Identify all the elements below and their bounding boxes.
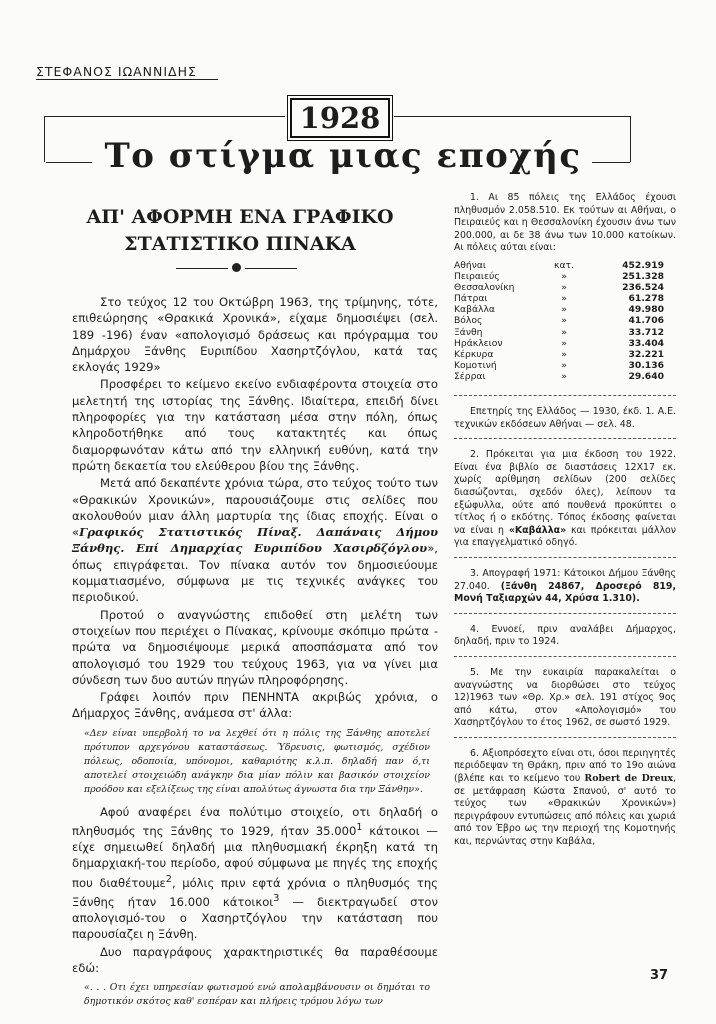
city-population: 41.706 xyxy=(628,315,664,327)
city-row xyxy=(454,338,664,349)
note-2-a: 2. Πρόκειται για μια έκδοση του 1922. Είναι ένα βιβλίο σε διαστάσεις 12Χ17 εκ. χωρίς αρίθμηση σελίδων (200 σελίδες διασώζονται, σχεδόν όλες), λείπουν τα εξώφυλλα, ούτε από πουθενά προκύπτει ο τίτλος ή ο εκδότης. Τόπος έκδοσης φαίνεται να είναι η xyxy=(454,449,676,536)
city-unit: » xyxy=(561,304,567,316)
footnote-ref-1: 1 xyxy=(356,822,363,834)
city-population: 32.221 xyxy=(628,348,664,360)
paragraph-2: Προσφέρει το κείμενο εκείνο ενδιαφέροντα στοιχεία στο μελετητή της ιστορίας της Ξάνθης. Ιδιαίτερα, επειδή δίνει πληροφορίες για την κατάσταση μέσα στην πόλη, όπως κληροδοτήθηκε από τους κατακτητές και όπως διαμορφωνόταν κάτω από την ελληνική ευθύνη, κατά την πρώτη δεκαετία του ελεύθερου βίου της Ξάνθης. xyxy=(72,377,438,473)
city-row xyxy=(454,260,664,271)
city-row xyxy=(454,315,664,326)
paragraph-4: Προτού ο αναγνώστης επιδοθεί στη μελέτη των στοιχείων που περιέχει ο Πίνακας, κρίνουμε σκόπιμο πρώτα - πρώτα να δημοσιέψουμε μερικά αποσπάσματα από τον απολογισμό του 1929 του τεύχους 1963, για να γίνει μια σύνδεση των δυο αυτών πηγών πληροφόρησης. xyxy=(72,607,438,687)
note-1-source xyxy=(454,406,676,439)
title-rule-right xyxy=(592,162,630,163)
note-5 xyxy=(454,667,676,738)
paragraph-6-d: — διεκτραγωδεί στον απολογισμό-του ο Χασηρτζόγλου την κατάσταση που παρουσίαζει η Ξάνθη. xyxy=(72,894,438,942)
note-4-text: 4. Εννοεί, πριν αναλάβει Δήμαρχος, δηλαδή, πριν το 1924. xyxy=(454,623,676,648)
city-population: 251.328 xyxy=(622,271,664,283)
ornament-line-right xyxy=(245,268,297,269)
note-1 xyxy=(454,192,676,396)
note-4 xyxy=(454,624,676,657)
quote-2: «. . . Οτι έχει υπηρεσίαν φωτισμού ενώ απολαμβάνουσιν οι δημόται το δημοτικόν σκότος καθ' εσπέραν και πλήρεις τρόμου λόγω των xyxy=(84,982,430,1008)
note-3-a: 3. Απογραφή 1971: Κάτοικοι Δήμου Ξάνθης 27.040. xyxy=(454,567,676,592)
note-2-text xyxy=(454,449,676,550)
article-subtitle xyxy=(40,204,440,258)
year-box: 1928 xyxy=(290,98,390,138)
city-name: Κομοτινή xyxy=(454,359,497,371)
note-6-author: Robert de Dreux xyxy=(584,773,674,785)
city-name: Αθήναι xyxy=(454,259,487,271)
note-6-text xyxy=(454,748,676,849)
note-6 xyxy=(454,748,676,856)
city-row xyxy=(454,371,664,382)
note-1-text: 1. Αι 85 πόλεις της Ελλάδος έχουσι πληθυσμόν 2.058.510. Εκ τούτων αι Αθήναι, ο Πειραιεύς και η Θεσσαλονίκη έχουσιν άνω των 200.000, αι δε 38 άνω των 10.000 κατοίκων. Αι πόλεις αύται είναι: xyxy=(454,192,676,254)
city-unit: » xyxy=(561,315,567,327)
city-name: Σέρραι xyxy=(454,370,486,382)
city-row xyxy=(454,327,664,338)
city-row xyxy=(454,360,664,371)
quote-1: «Δεν είναι υπερβολή το να λεχθεί ότι η πόλις της Ξάνθης αποτελεί πρότυπον αρχεγόνου καταστάσεως. Ύδρευσις, φωτισμός, σχέδιον πόλεως, οδοποιία, υπόνομοι, καθαριότης κ.λ.π. δηλαδή παν ό,τι αποτελεί στοιχειώδη ανάγκην δια μίαν πόλιν και βασικόν στοιχείον προόδου και εξελίξεως της είναι απολύτως άγνωστα δια την Ξάνθην». xyxy=(84,727,430,795)
city-name: Κέρκυρα xyxy=(454,348,494,360)
city-row xyxy=(454,282,664,293)
main-column xyxy=(72,294,438,1016)
paragraph-5: Γράφει λοιπόν πριν ΠΕΝΗΝΤΑ ακριβώς χρόνια, ο Δήμαρχος Ξάνθης, ανάμεσα στ' άλλα: xyxy=(72,690,438,721)
paragraph-6 xyxy=(72,804,438,943)
article-title: Το στίγμα μιας εποχής xyxy=(104,136,582,176)
city-unit: » xyxy=(561,359,567,371)
page-number: 37 xyxy=(650,968,669,983)
paragraph-7: Δυο παραγράφους χαρακτηριστικές θα παραθέσουμε εδώ: xyxy=(72,944,438,975)
city-name: Καβάλλα xyxy=(454,304,495,316)
city-row xyxy=(454,349,664,360)
city-name: Ηράκλειον xyxy=(454,337,503,349)
city-row xyxy=(454,271,664,282)
city-unit: κατ. xyxy=(554,259,574,271)
paragraph-3-a: Μετά από δεκαπέντε χρόνια τώρα, στο τεύχος τούτο των «Θρακικών Χρονικών», παρουσιάζουμε στις σελίδες που ακολουθούν μιαν άλλη μαρτυρία της ίδιας εποχής. Είναι ο « xyxy=(72,476,438,540)
ornament-dot xyxy=(232,263,241,272)
ornament-divider xyxy=(176,262,296,274)
city-name: Ξάνθη xyxy=(454,326,483,338)
table-title-emphasis: Γραφικός Στατιστικός Πίναξ. Δαπάναις Δήμου Ξάνθης. Επί Δημαρχίας Ευριπίδου Χασιρδζόγλου xyxy=(72,525,438,556)
paragraph-3-b: », όπως επιγράφεται. Τον πίνακα αυτόν τον δημοσιεύουμε κομματιασμένο, σύμφωνα με τις τεχνικές ανάγκες του περιοδικού. xyxy=(72,541,438,605)
cities-table xyxy=(454,260,664,382)
paragraph-3 xyxy=(72,475,438,605)
note-3 xyxy=(454,568,676,614)
city-unit: » xyxy=(561,348,567,360)
city-name: Πάτραι xyxy=(454,293,488,305)
note-2-place: «Καβάλλα» xyxy=(508,524,567,536)
note-5-text: 5. Με την ευκαιρία παρακαλείται ο αναγνώστης να διορθώσει στο τεύχος 12)1963 των «Θρ. Χρ.» σελ. 191 στίχος 9ος από κάτω, στον «Απολογισμό» του Χασηρτζόγλου το έτος 1962, σε σωστό 1929. xyxy=(454,666,676,729)
note-2-c: και πρόκειται μάλλον για επαγγελματικό οδηγό. xyxy=(454,524,676,549)
city-unit: » xyxy=(561,326,567,338)
city-population: 236.524 xyxy=(622,282,664,294)
footnote-ref-2: 2 xyxy=(165,873,172,885)
city-population: 61.278 xyxy=(628,293,664,305)
note-3-text xyxy=(454,568,676,606)
note-2 xyxy=(454,449,676,558)
footnote-ref-3: 3 xyxy=(273,892,280,904)
city-unit: » xyxy=(561,282,567,294)
author-underline xyxy=(36,79,218,80)
paragraph-6-b: κάτοικοι — είχε σημειωθεί δηλαδή μια πληθυσμιακή έκρηξη κατά τη δημαρχιακή-του περίοδο, αφού σύμφωνα με πηγές της εποχής που διαθέτουμε xyxy=(72,823,438,890)
city-unit: » xyxy=(561,293,567,305)
city-name: Θεσσαλονίκη xyxy=(454,282,515,294)
city-population: 49.980 xyxy=(628,304,664,316)
note-6-a: 6. Αξιοπρόσεχτο είναι οτι, όσοι περιηγητές περιόδεψαν τη Θράκη, πριν από το 19ο αιώνα (βλέπε και το κείμενο του xyxy=(454,747,676,785)
city-unit: » xyxy=(561,271,567,283)
city-population: 29.640 xyxy=(628,370,664,382)
author-name: ΣΤΕΦΑΝΟΣ ΙΩΑΝΝΙΔΗΣ xyxy=(36,64,197,79)
city-name: Βόλος xyxy=(454,315,483,327)
paragraph-6-c: , μόλις πριν εφτά χρόνια ο πληθυσμός της Ξάνθης ήταν 16.000 κάτοικοι xyxy=(72,875,438,909)
city-population: 33.712 xyxy=(628,326,664,338)
paragraph-1: Στο τεύχος 12 του Οκτώβρη 1963, της τρίμηνης, τότε, επιθεώρησης «Θρακικά Χρονικά», είχαμε δημοσιέψει (σελ. 189 -196) έναν «απολογισμό δράσεως και πρόγραμμα του Δημάρχου Ξάνθης Ευριπίδου Χασηρτζόγλου, κατά τας εκλογάς 1929» xyxy=(72,295,438,375)
notes-column xyxy=(454,192,676,866)
note-6-c: , σε μετάφραση Κώστα Σπανού, σ' αυτό το τεύχος των «Θρακικών Χρονικών») περιγράφουν εντυπώσεις από πόλεις και χωριά από τον Έβρο ως την περιοχή της Κομοτηνής και, περνώντας στην Καβάλα, xyxy=(454,773,676,848)
ornament-line-left xyxy=(176,268,228,269)
note-1-source-text: Επετηρίς της Ελλάδος — 1930, έκδ. 1. Α.Ε. τεχνικών εκδόσεων Αθήναι — σελ. 48. xyxy=(454,406,676,430)
city-name: Πειραιεύς xyxy=(454,271,500,283)
city-row xyxy=(454,304,664,315)
city-unit: » xyxy=(561,337,567,349)
city-unit: » xyxy=(561,370,567,382)
subtitle-line-1: ΑΠ' ΑΦΟΡΜΗ ΕΝΑ ΓΡΑΦΙΚΟ xyxy=(86,206,394,228)
paragraph-6-a: Αφού αναφέρει ένα πολύτιμο στοιχείο, οτι δηλαδή ο πληθυσμός της Ξάνθης το 1929, ήταν 35.000 xyxy=(72,804,438,838)
note-3-b: (Ξάνθη 24867, Δροσερό 819, Μονή Ταξιαρχών 44, Χρύσα 1.310). xyxy=(454,580,677,605)
city-row xyxy=(454,293,664,304)
city-population: 30.136 xyxy=(628,359,664,371)
city-population: 452.919 xyxy=(622,259,664,271)
title-rule-left xyxy=(46,162,92,163)
city-population: 33.404 xyxy=(628,337,664,349)
subtitle-line-2: ΣΤΑΤΙΣΤΙΚΟ ΠΙΝΑΚΑ xyxy=(124,233,356,255)
